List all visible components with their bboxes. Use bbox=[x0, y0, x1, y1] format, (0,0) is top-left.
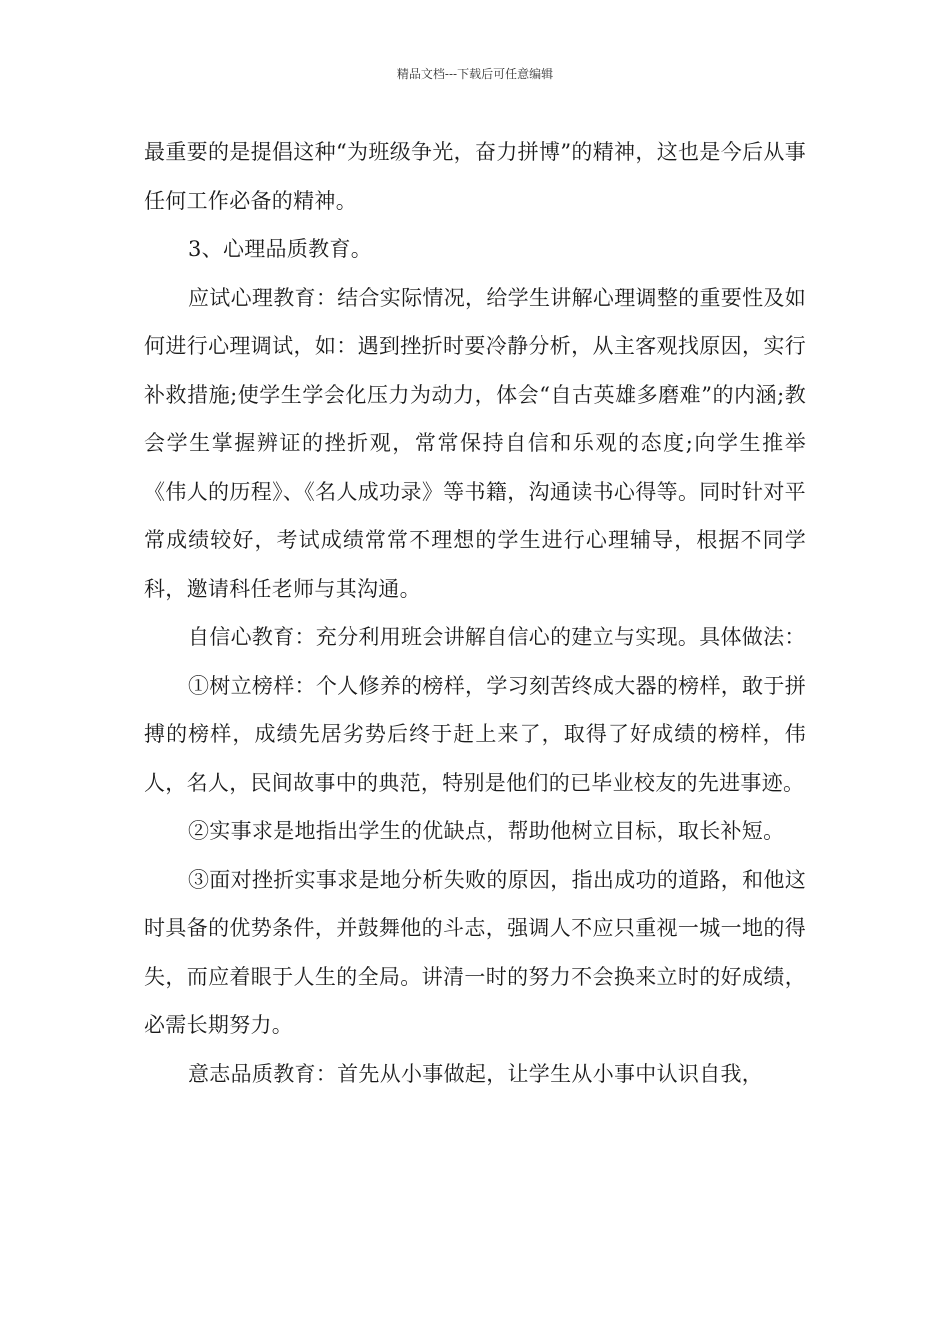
paragraph-confidence: 自信心教育：充分利用班会讲解自信心的建立与实现。具体做法： bbox=[188, 625, 806, 649]
paragraph-setbacks: ③面对挫折实事求是地分析失败的原因，指出成功的道路，和他这时具备的优势条件，并鼓舞他的斗志，强调人不应只重视一城一地的得失，而应着眼于人生的全局。讲清一时的努力不会换来立时的好成绩，必需长期努力。 bbox=[144, 867, 806, 1037]
paragraph-role-model: ①树立榜样：个人修养的榜样，学习刻苦终成大器的榜样，敢于拼搏的榜样，成绩先居劣势后终于赶上来了，取得了好成绩的榜样，伟人，名人，民间故事中的典范，特别是他们的已毕业校友的先进事迹。 bbox=[144, 673, 806, 795]
paragraph-exam-psychology: 应试心理教育：结合实际情况，给学生讲解心理调整的重要性及如何进行心理调试，如：遇到挫折时要冷静分析，从主客观找原因，实行补救措施;使学生学会化压力为动力，体会“自古英雄多磨难”的内涵;教会学生掌握辨证的挫折观，常常保持自信和乐观的态度;向学生推举《伟人的历程》、《名人成功录》等书籍，沟通读书心得等。同时针对平常成绩较好，考试成绩常常不理想的学生进行心理辅导，根据不同学科，邀请科任老师与其沟通。 bbox=[144, 285, 806, 601]
paragraph-continuation: 最重要的是提倡这种“为班级争光，奋力拼博”的精神，这也是今后从事任何工作必备的精神。 bbox=[144, 140, 806, 213]
paragraph-strengths: ②实事求是地指出学生的优缺点，帮助他树立目标，取长补短。 bbox=[188, 819, 785, 843]
document-body bbox=[144, 128, 806, 1098]
section-heading-psychology: 3、心理品质教育。 bbox=[188, 237, 373, 261]
page-header: 精品文档---下载后可任意编辑 bbox=[396, 67, 554, 81]
paragraph-willpower: 意志品质教育：首先从小事做起，让学生从小事中认识自我， bbox=[188, 1061, 764, 1086]
